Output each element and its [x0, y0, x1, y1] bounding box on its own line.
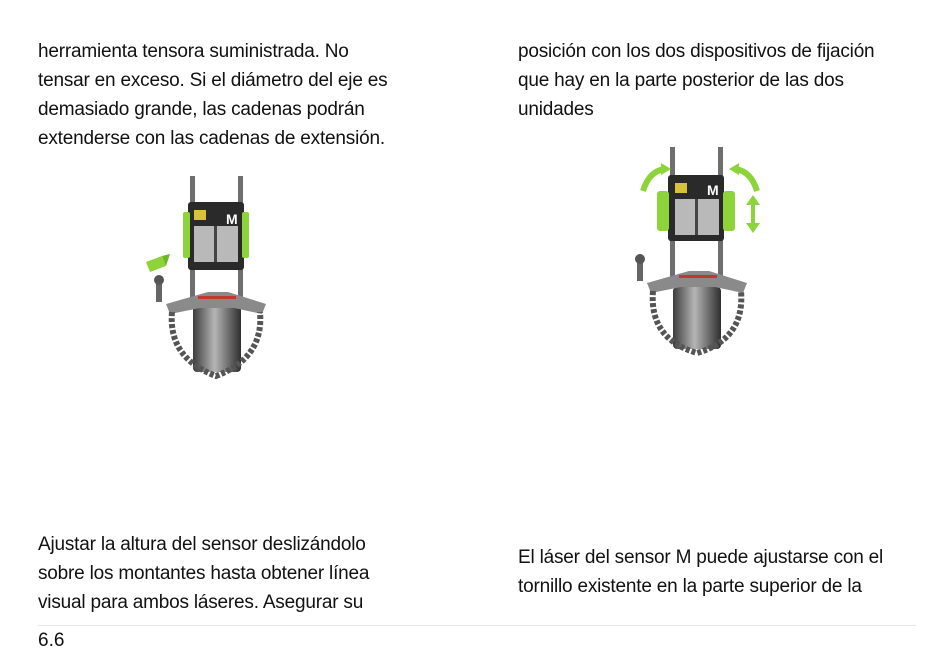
text-line: Ajustar la altura del sensor deslizándolo: [38, 534, 366, 555]
paragraph-laser-adjust: [518, 543, 883, 601]
text-line: tornillo existente en la parte superior de la: [518, 576, 862, 597]
text-line: posición con los dos dispositivos de fijación: [518, 41, 875, 62]
svg-text:M: M: [707, 182, 719, 198]
paragraph-sensor-height: [38, 530, 369, 617]
paragraph-chain-tension: [38, 37, 387, 153]
page-number: 6.6: [38, 630, 65, 651]
sensor-adjustment-illustration: [625, 145, 775, 357]
footer-divider: [38, 625, 916, 626]
text-line: demasiado grande, las cadenas podrán: [38, 99, 365, 120]
paragraph-fixing-devices: [518, 37, 874, 124]
text-line: tensar en exceso. Si el diámetro del eje es: [38, 70, 388, 91]
sensor-mount-tension-illustration: [138, 168, 288, 380]
text-line: El láser del sensor M puede ajustarse con el: [518, 547, 884, 568]
sensor-label: M: [226, 211, 238, 227]
text-line: extenderse con las cadenas de extensión.: [38, 128, 385, 149]
text-line: visual para ambos láseres. Asegurar su: [38, 592, 364, 613]
text-line: herramienta tensora suministrada. No: [38, 41, 349, 62]
text-line: que hay en la parte posterior de las dos: [518, 70, 844, 91]
text-line: unidades: [518, 99, 594, 120]
text-line: sobre los montantes hasta obtener línea: [38, 563, 370, 584]
